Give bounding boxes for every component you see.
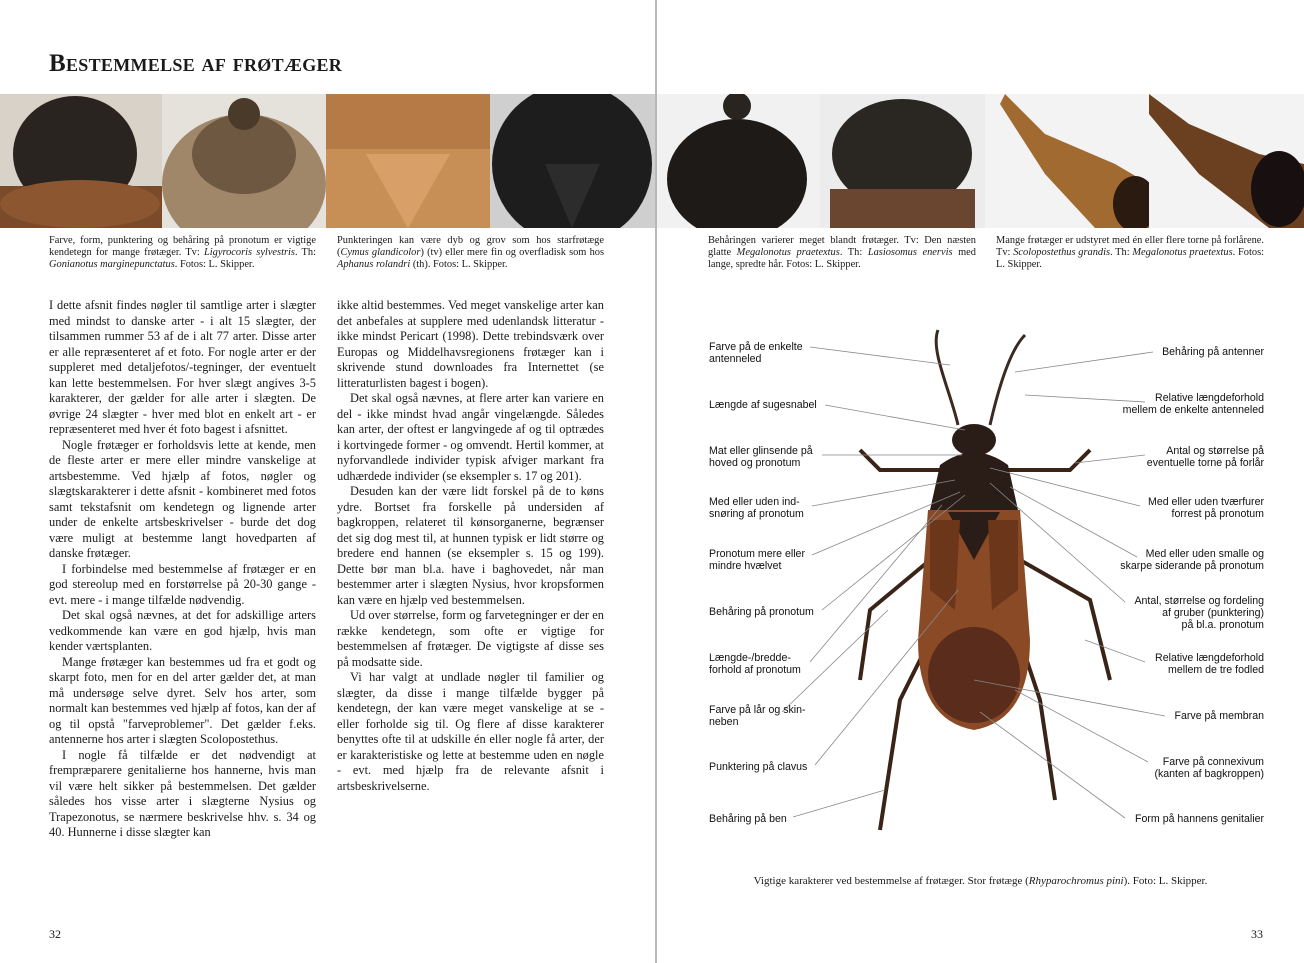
page-title: Bestemmelse af frøtæger bbox=[49, 50, 343, 77]
label-left-0: Farve på de enkelte antenneled bbox=[709, 341, 803, 366]
label-left-3: Med eller uden ind- snøring af pronotum bbox=[709, 496, 804, 521]
label-right-8: Farve på connexivum (kanten af bagkroppen) bbox=[1154, 756, 1264, 781]
label-right-7: Farve på membran bbox=[1174, 710, 1264, 722]
paragraph: I nogle få tilfælde er det nødvendigt at frempræparere genitalierne hos hannerne, hvis man vil være helt sikker på bestemmelsen. Det gælder således hos visse arter i slægterne Nysius og Trapezonotus, se nærmere beskrivelse hhv. s. 34 og 40. Hunnerne i disse slægter kan bbox=[49, 747, 316, 839]
paragraph: I dette afsnit findes nøgler til samtlige arter i slægter med mindst to danske arter - i alt 15 slægter, der tilsammen rummer 53 af de i alt 77 arter. Disse arter er alle repræsenteret af et foto. For nogle arter er der suppleret med detaljefotos/-tegninger, der eventuelt kan lette bestemmelsen. For hver slægt angives 3-5 karakterer, der gælder for alle arter i slægten. De øvrige 24 slægter - hver med blot en enkelt art - er repræsenteret med hver ét foto bagest i afsnittet. bbox=[49, 298, 316, 436]
paragraph: I forbindelse med bestemmelse af frøtæger er en god stereolup med en forstørrelse på 20-30 gange - evt. mere - i mange tilfælde nødvendig. bbox=[49, 561, 316, 607]
diagram-caption: Vigtige karakterer ved bestemmelse af frøtæger. Stor frøtæge (Rhyparochromus pini). Foto: L. Skipper. bbox=[753, 875, 1208, 887]
label-right-4: Med eller uden smalle og skarpe siderande på pronotum bbox=[1120, 548, 1264, 573]
label-right-9: Form på hannens genitalier bbox=[1135, 813, 1264, 825]
label-left-5: Behåring på pronotum bbox=[709, 606, 814, 618]
label-right-0: Behåring på antenner bbox=[1162, 346, 1264, 358]
page-number-left: 32 bbox=[49, 927, 61, 941]
paragraph: Ud over størrelse, form og farvetegninger er der en række kendetegn, som ofte er vigtige for bestemmelsen af frøtæger. De vigtigste af disse ses på modsatte side. bbox=[337, 608, 604, 669]
label-right-2: Antal og størrelse på eventuelle torne på forlår bbox=[1146, 445, 1264, 470]
label-right-5: Antal, størrelse og fordeling af gruber (punktering) på bl.a. pronotum bbox=[1134, 595, 1264, 632]
label-left-8: Punktering på clavus bbox=[709, 761, 808, 773]
bug-illustration bbox=[860, 330, 1110, 830]
label-right-3: Med eller uden tværfurer forrest på pronotum bbox=[1148, 496, 1264, 521]
paragraph: Desuden kan der være lidt forskel på de to køns ydre. Bortset fra forskelle på undersiden af bagkroppen, relateret til kønsorganerne, begrænser det sig dog mest til, at hunnen typisk er lidt større og bredere end hannen (se eksempler s. 15 og 199). Dette bør man bl.a. have i baghovedet, når man bestemmer arter i slægten Nysius, hvor kropsformen kan være en hjælp ved bestemmelsen. bbox=[337, 484, 604, 607]
label-right-6: Relative længdeforhold mellem de tre fodled bbox=[1155, 652, 1264, 677]
label-left-6: Længde-/bredde- forhold af pronotum bbox=[709, 652, 801, 677]
label-left-7: Farve på lår og skin- neben bbox=[709, 704, 806, 729]
label-left-2: Mat eller glinsende på hoved og pronotum bbox=[709, 445, 813, 470]
paragraph: ikke altid bestemmes. Ved meget vanskelige arter kan det anbefales at supplere med udenlandsk litteratur - ikke mindst Pericart (1998). Dette trebindsværk over Europas og Middelhavsregionens frøtæger kan i skrivende stund downloades fra Internettet (se litteraturlisten bagest i bogen). bbox=[337, 298, 604, 390]
label-left-9: Behåring på ben bbox=[709, 813, 787, 825]
caption-hairs: Behåringen varierer meget blandt frøtæger. Tv: Den næsten glatte Megalonotus praetextus. Th: Lasiosomus enervis med lange, spredte hår. Fotos: L. Skipper. bbox=[708, 235, 976, 270]
page-number-right: 33 bbox=[1251, 927, 1263, 941]
caption-pronotum: Farve, form, punktering og behåring på pronotum er vigtige kendetegn for mange frøtæger. Tv: Ligyrocoris sylvestris. Th: Gonianotus marginepunctatus. Fotos: L. Skipper. bbox=[49, 235, 316, 270]
label-left-1: Længde af sugesnabel bbox=[709, 399, 817, 411]
label-left-4: Pronotum mere eller mindre hvælvet bbox=[709, 548, 805, 573]
caption-punctures: Punkteringen kan være dyb og grov som hos starfrøtæge (Cymus glandicolor) (tv) eller mere fin og overfladisk som hos Aphanus rolandri (th). Fotos: L. Skipper. bbox=[337, 235, 605, 270]
paragraph: Mange frøtæger kan bestemmes ud fra et godt og skarpt foto, men for en del arter gælder det, at man må undersøge selve dyret. Selv hos arter, som normalt kan bestemmes ved hjælp af fotos, kan der af og til opstå "farveproblemer". Det gælder f.eks. antennerne hos arter i slægten Scolopostethus. bbox=[49, 654, 316, 746]
paragraph: Det skal også nævnes, at det for adskillige arters vedkommende kan være en god hjælp, hvis man kender værtsplanten. bbox=[49, 608, 316, 653]
paragraph: Nogle frøtæger er forholdsvis lette at kende, men de fleste arter er mere eller mindre vanskelige at artsbestemme. Ved hjælp af fotos, nøgler og slægtskarakterer i dette afsnit - kombineret med fotos samt tekstafsnit om kendetegn og lignende arter under de enkelte artsbeskrivelser - burde det dog være muligt at bestemme langt hovedparten af danske frøtæger. bbox=[49, 437, 316, 560]
label-right-1: Relative længdeforhold mellem de enkelte antenneled bbox=[1122, 392, 1264, 417]
caption-spines: Mange frøtæger er udstyret med én eller flere torne på forlårene. Tv: Scolopostethus grandis. Th: Megalonotus praetextus. Fotos: L. Skipper. bbox=[996, 235, 1265, 270]
paragraph: Vi har valgt at undlade nøgler til familier og slægter, da disse i mange tilfælde bygger på kendetegn, der kan være meget vanskelige at se - eller forholde sig til. Og flere af disse karakterer benyttes ofte til at udskille én eller nogle få arter, der er karakteristiske og lette at bestemme uden en nøgle - evt. med hjælp fra de relevante afsnit i artsbeskrivelserne. bbox=[337, 670, 604, 793]
paragraph: Det skal også nævnes, at flere arter kan variere en del - ikke mindst hvad angår vingelængde. Således kan arter, der oftest er langvingede af og til optrædes i kortvingede former - og omvendt. Hertil kommer, at nyforvandlede individer typisk afviger markant fra udhærdede individer (se eksempler s. 17 og 201). bbox=[337, 391, 604, 483]
